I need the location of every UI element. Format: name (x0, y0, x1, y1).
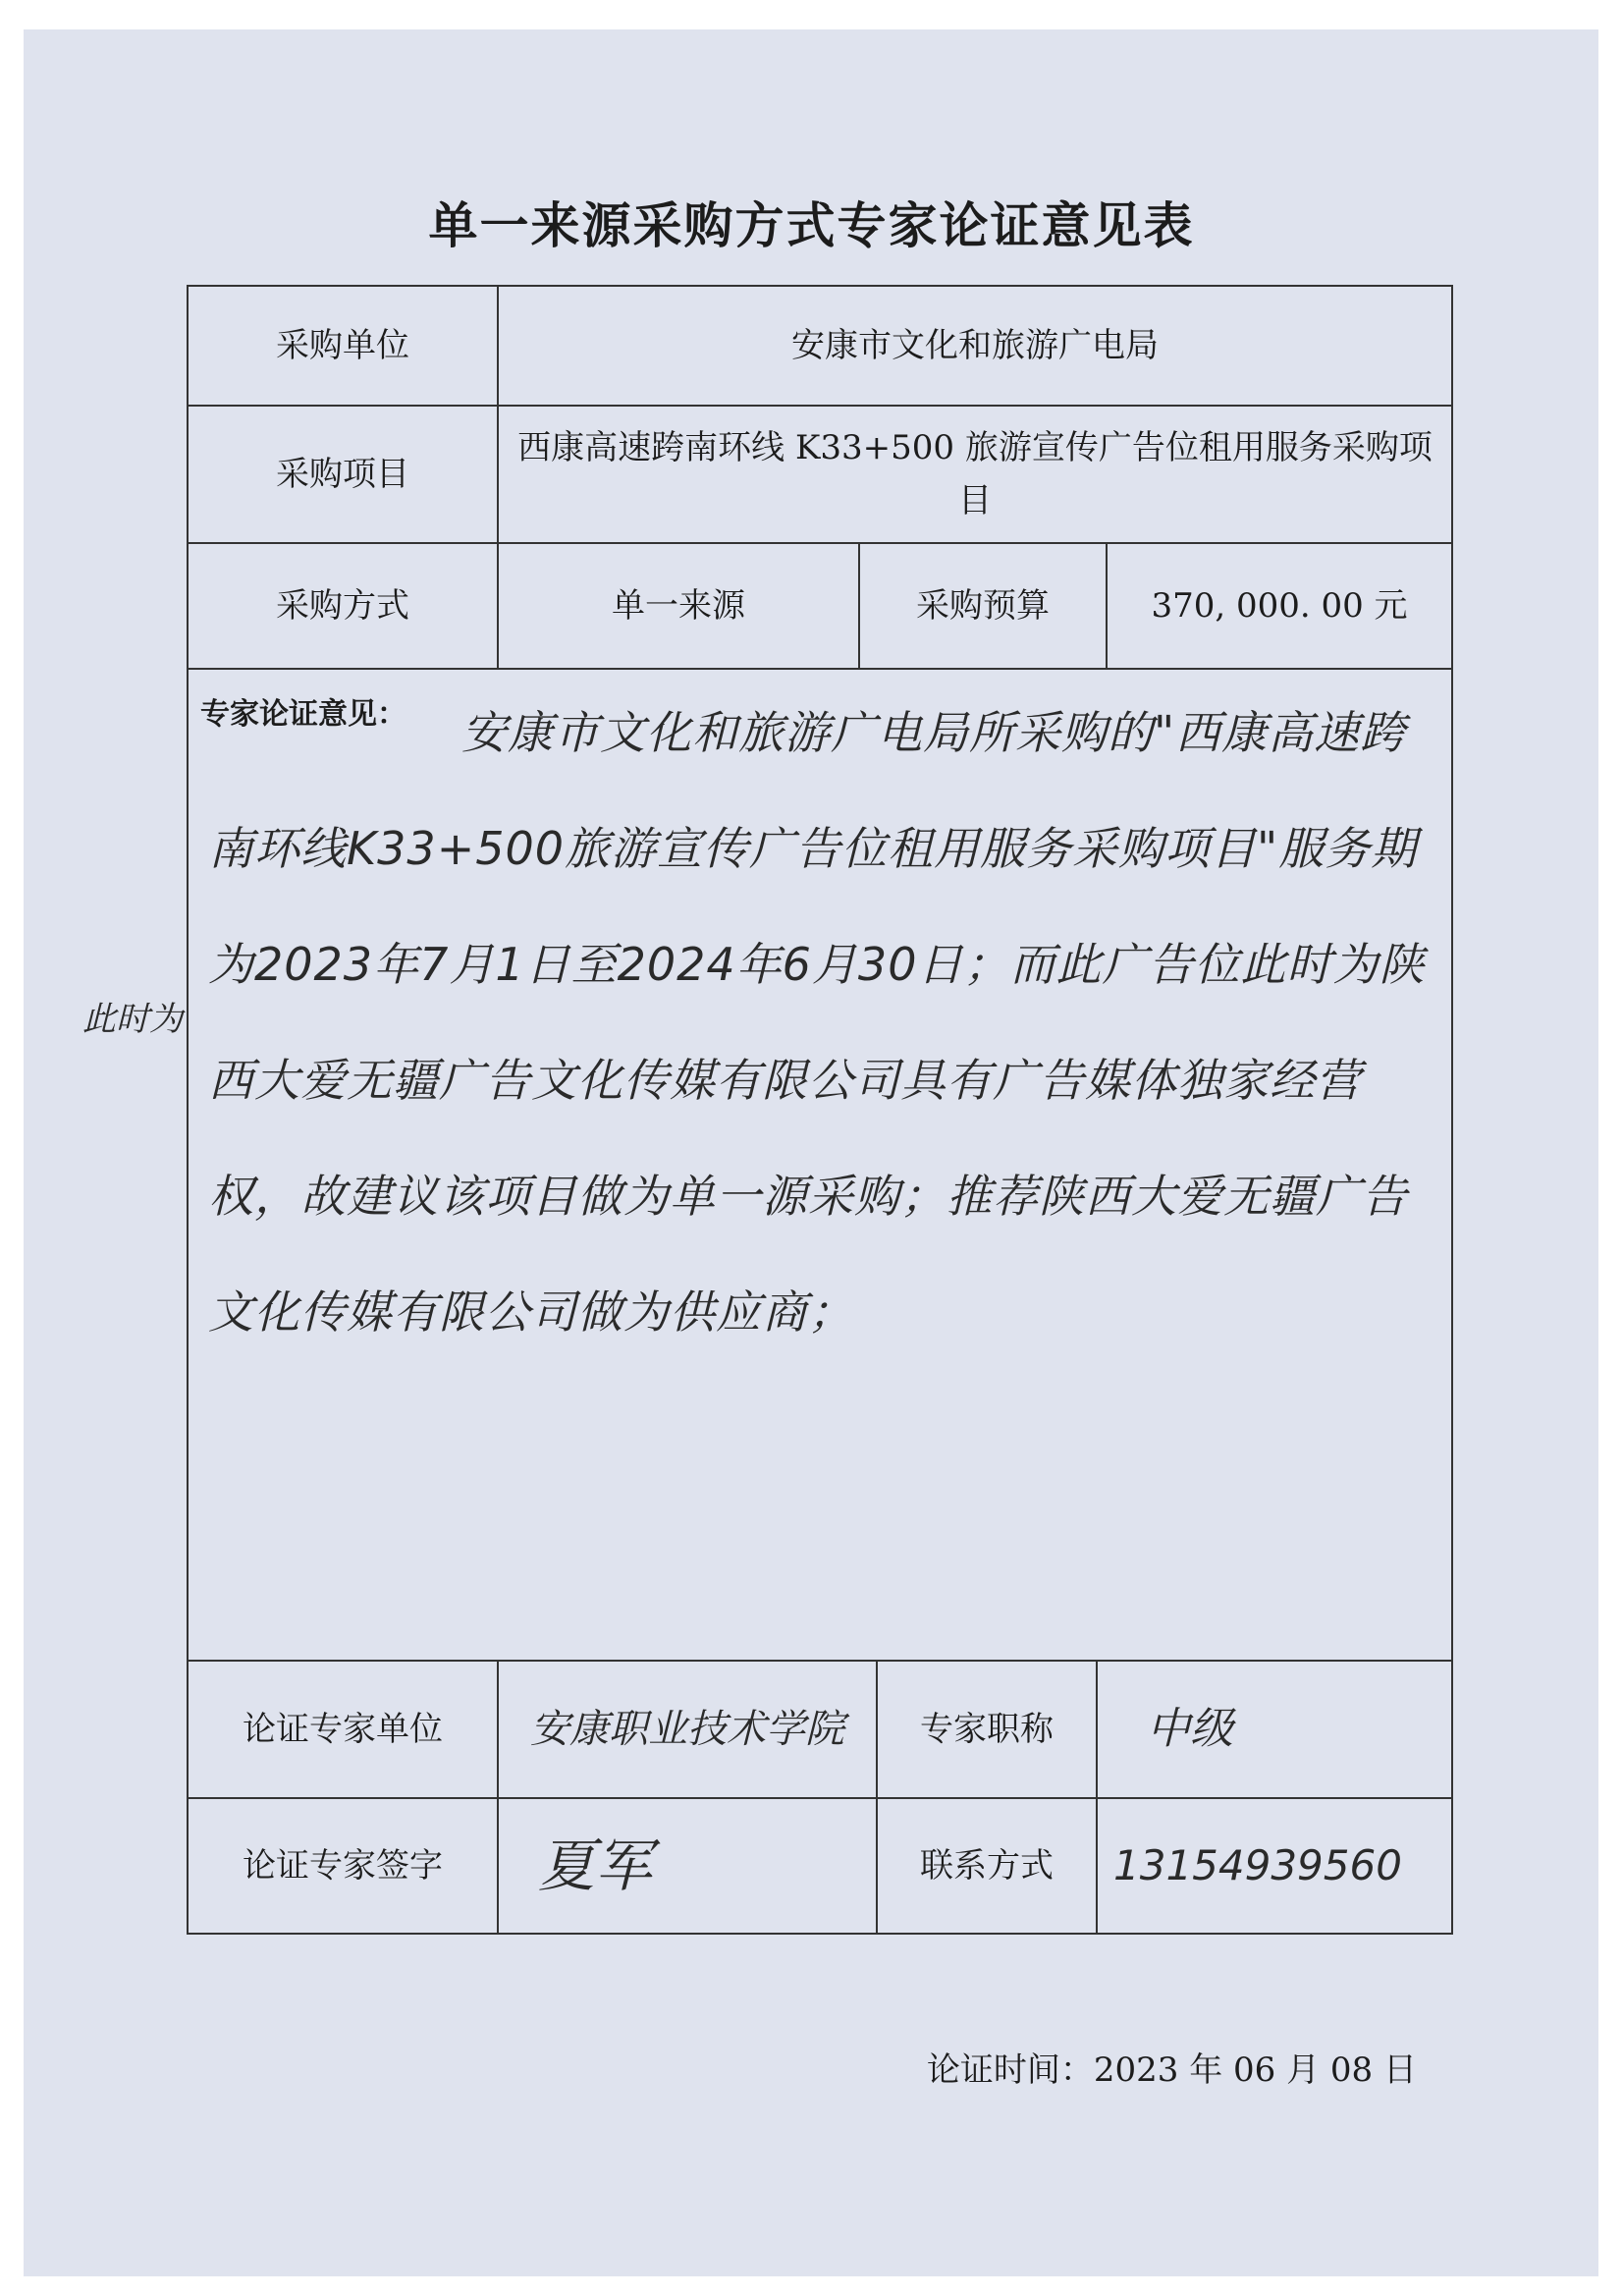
opinion-form-table (187, 285, 1453, 1935)
expert-signature-label: 论证专家签字 (243, 1845, 443, 1886)
margin-note: 此时为 (82, 1000, 183, 1039)
expert-unit-value: 安康职业技术学院 (530, 1707, 844, 1752)
expert-opinion-label: 专家论证意见： (200, 697, 406, 732)
expert-title-value: 中级 (1147, 1703, 1233, 1754)
expert-signature: 夏军 (538, 1831, 653, 1899)
procurement-method-value: 单一来源 (612, 585, 745, 626)
expert-title-label: 专家职称 (920, 1709, 1054, 1749)
procurement-unit-label: 采购单位 (276, 325, 409, 365)
procurement-budget-label: 采购预算 (916, 585, 1050, 626)
procurement-project-label: 采购项目 (276, 454, 409, 494)
row-divider (189, 668, 1451, 670)
procurement-method-label: 采购方式 (276, 585, 409, 626)
procurement-project-value: 西康高速跨南环线 K33+500 旅游宣传广告位租用服务采购项目 (517, 427, 1433, 520)
expert-contact-label: 联系方式 (920, 1845, 1054, 1886)
document-title: 单一来源采购方式专家论证意见表 (428, 196, 1195, 254)
expert-contact-value: 13154939560 (1113, 1841, 1402, 1890)
argument-date: 论证时间：2023 年 06 月 08 日 (926, 2050, 1417, 2090)
expert-unit-label: 论证专家单位 (243, 1709, 443, 1749)
procurement-budget-value: 370, 000. 00 元 (1151, 585, 1408, 626)
procurement-unit-value: 安康市文化和旅游广电局 (791, 325, 1159, 365)
expert-opinion-handwritten: 安康市文化和旅游广电局所采购的"西康高速跨南环线K33+500旅游宣传广告位租用服务采购项目"服务期为2023年7月1日至2024年6月30日；而此广告位此时为陕西大爱无疆广告文化传媒有限公司具有广告媒体独家经营权，故建议该项目做为单一源采购；推荐陕西大爱无疆广告文化传媒有限公司做为供应商； (208, 706, 1426, 1339)
